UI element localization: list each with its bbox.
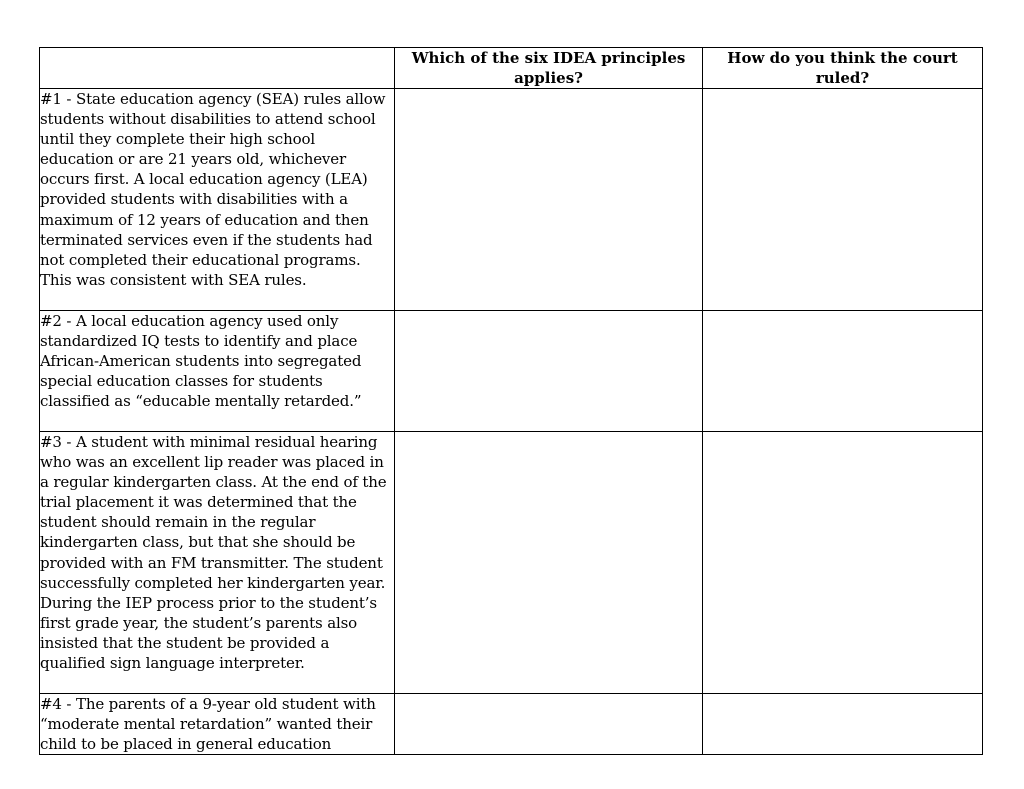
- scenario-text-2: [40, 311, 395, 432]
- header-court-ruling: [703, 48, 983, 89]
- scenario-line: successfully completed her kindergarten year.: [40, 573, 386, 592]
- scenario-line: student should remain in the regular: [40, 513, 316, 532]
- ruling-answer-cell-4[interactable]: [703, 694, 983, 755]
- scenario-line: trial placement it was determined that the: [40, 493, 357, 512]
- scenario-row-3: [40, 432, 983, 694]
- header-line: How do you think the court: [727, 49, 958, 67]
- scenario-line: #1 - State education agency (SEA) rules allow: [40, 90, 386, 108]
- scenario-line: a regular kindergarten class. At the end of the: [40, 473, 387, 492]
- header-row: [40, 48, 983, 89]
- scenario-row-2: [40, 311, 983, 432]
- scenario-line: special education classes for students: [40, 372, 323, 391]
- scenario-line: first grade year, the student’s parents also: [40, 613, 358, 632]
- principle-answer-cell-1[interactable]: [395, 89, 703, 311]
- principle-answer-cell-3[interactable]: [395, 432, 703, 694]
- scenario-line: During the IEP process prior to the student’s: [40, 593, 377, 612]
- scenario-line: terminated services even if the students had: [40, 230, 373, 249]
- case-table: [39, 47, 983, 755]
- scenario-line: This was consistent with SEA rules.: [40, 270, 307, 289]
- scenario-line: students without disabilities to attend school: [40, 110, 376, 129]
- scenario-line: who was an excellent lip reader was placed in: [40, 453, 384, 472]
- ruling-answer-cell-2[interactable]: [703, 311, 983, 432]
- scenario-line: #3 - A student with minimal residual hearing: [40, 433, 378, 451]
- scenario-line: education or are 21 years old, whichever: [40, 150, 347, 169]
- scenario-row-1: [40, 89, 983, 311]
- header-line: ruled?: [815, 69, 870, 87]
- scenario-line: not completed their educational programs.: [40, 250, 361, 269]
- scenario-line: #4 - The parents of a 9-year old student with: [40, 695, 376, 713]
- scenario-line: qualified sign language interpreter.: [40, 654, 305, 673]
- scenario-text-3: [40, 432, 395, 694]
- header-line: Which of the six IDEA principles: [411, 49, 686, 67]
- scenario-line: occurs first. A local education agency (LEA): [40, 170, 368, 189]
- principle-answer-cell-2[interactable]: [395, 311, 703, 432]
- scenario-line: classified as “educable mentally retarded.”: [40, 392, 362, 411]
- scenario-line: African-American students into segregated: [40, 352, 362, 371]
- ruling-answer-cell-3[interactable]: [703, 432, 983, 694]
- ruling-answer-cell-1[interactable]: [703, 89, 983, 311]
- header-blank-cell: [40, 48, 395, 89]
- scenario-line: standardized IQ tests to identify and place: [40, 332, 358, 351]
- scenario-line: child to be placed in general education: [40, 735, 332, 754]
- scenario-line: “moderate mental retardation” wanted their: [40, 715, 373, 734]
- principle-answer-cell-4[interactable]: [395, 694, 703, 755]
- scenario-line: provided students with disabilities with a: [40, 190, 348, 209]
- scenario-line: maximum of 12 years of education and then: [40, 210, 369, 229]
- scenario-line: #2 - A local education agency used only: [40, 312, 339, 330]
- scenario-line: insisted that the student be provided a: [40, 633, 330, 652]
- scenario-text-4: [40, 694, 395, 755]
- scenario-text-1: [40, 89, 395, 311]
- scenario-line: provided with an FM transmitter. The student: [40, 553, 383, 572]
- header-idea-principles: [395, 48, 703, 89]
- scenario-row-4: [40, 694, 983, 755]
- scenario-line: until they complete their high school: [40, 130, 315, 149]
- scenario-line: kindergarten class, but that she should be: [40, 533, 356, 552]
- header-line: applies?: [514, 69, 583, 87]
